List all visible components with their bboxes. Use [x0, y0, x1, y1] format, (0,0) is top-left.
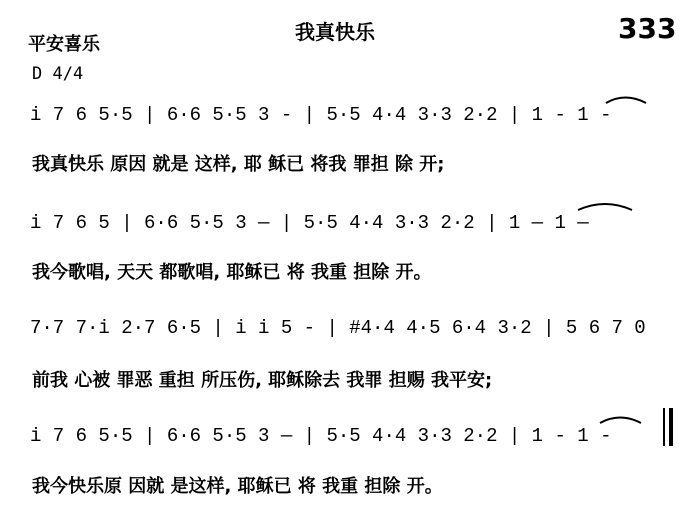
- lyrics-row-4: 我今快乐原 因就 是这样, 耶稣已 将 我重 担除 开。: [32, 476, 443, 497]
- song-title: 我真快乐: [295, 20, 375, 44]
- notation-row-3: 7·7 7·i 2·7 6·5 | i i 5 - | #4·4 4·5 6·4 3·2 | 5 6 7 0: [30, 317, 646, 339]
- section-heading: 平安喜乐: [28, 34, 100, 55]
- notation-row-2: i 7 6 5 | 6·6 5·5 3 — | 5·5 4·4 3·3 2·2 | 1 — 1 —: [30, 212, 589, 234]
- lyrics-row-2: 我今歌唱, 天天 都歌唱, 耶稣已 将 我重 担除 开。: [32, 262, 432, 283]
- notation-row-4: i 7 6 5·5 | 6·6 5·5 3 — | 5·5 4·4 3·3 2·2 | 1 - 1 -: [30, 425, 612, 447]
- hymn-number: 333: [618, 12, 677, 45]
- notation-row-1: i 7 6 5·5 | 6·6 5·5 3 - | 5·5 4·4 3·3 2·2 | 1 - 1 -: [30, 104, 612, 126]
- key-signature: D 4/4: [32, 64, 84, 84]
- lyrics-row-3: 前我 心被 罪恶 重担 所压伤, 耶稣除去 我罪 担赐 我平安;: [32, 370, 493, 391]
- lyrics-row-1: 我真快乐 原因 就是 这样, 耶 稣已 将我 罪担 除 开;: [32, 154, 445, 175]
